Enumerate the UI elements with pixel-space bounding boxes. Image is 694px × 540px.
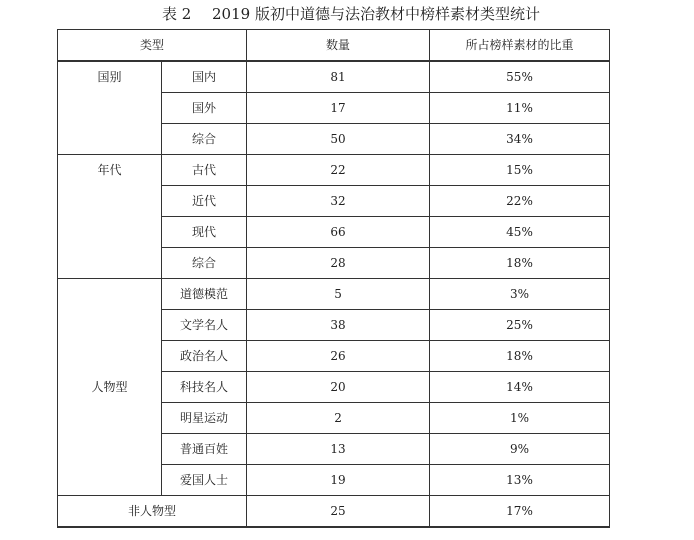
ratio-cell: 9% [430,434,610,465]
group-label: 人物型 [58,279,162,496]
subcategory-cell: 现代 [162,217,247,248]
count-cell: 13 [247,434,430,465]
ratio-cell: 1% [430,403,610,434]
ratio-cell: 11% [430,93,610,124]
ratio-cell: 17% [430,496,610,528]
count-cell: 50 [247,124,430,155]
header-row [58,30,610,62]
subcategory-cell: 爱国人士 [162,465,247,496]
subcategory-cell: 国外 [162,93,247,124]
group-label: 年代 [58,155,162,279]
group-label: 非人物型 [58,496,247,528]
table-row [58,279,610,310]
ratio-cell: 15% [430,155,610,186]
table-label: 表 2 [162,5,192,23]
subcategory-cell: 政治名人 [162,341,247,372]
subcategory-cell: 科技名人 [162,372,247,403]
count-cell: 17 [247,93,430,124]
subcategory-cell: 普通百姓 [162,434,247,465]
ratio-cell: 34% [430,124,610,155]
group-label: 国别 [58,61,162,155]
subcategory-cell: 综合 [162,124,247,155]
ratio-cell: 3% [430,279,610,310]
ratio-cell: 18% [430,341,610,372]
count-cell: 19 [247,465,430,496]
ratio-cell: 25% [430,310,610,341]
subcategory-cell: 道德模范 [162,279,247,310]
table-row [58,496,610,528]
subcategory-cell: 明星运动 [162,403,247,434]
table-row [58,61,610,93]
count-cell: 66 [247,217,430,248]
count-cell: 32 [247,186,430,217]
header-ratio: 所占榜样素材的比重 [430,30,610,62]
subcategory-cell: 综合 [162,248,247,279]
count-cell: 22 [247,155,430,186]
header-type: 类型 [58,30,247,62]
subcategory-cell: 古代 [162,155,247,186]
ratio-cell: 22% [430,186,610,217]
count-cell: 81 [247,61,430,93]
subcategory-cell: 近代 [162,186,247,217]
subcategory-cell: 文学名人 [162,310,247,341]
ratio-cell: 18% [430,248,610,279]
count-cell: 38 [247,310,430,341]
table-row [58,155,610,186]
count-cell: 25 [247,496,430,528]
ratio-cell: 13% [430,465,610,496]
count-cell: 5 [247,279,430,310]
header-count: 数量 [247,30,430,62]
count-cell: 2 [247,403,430,434]
ratio-cell: 45% [430,217,610,248]
count-cell: 28 [247,248,430,279]
count-cell: 20 [247,372,430,403]
subcategory-cell: 国内 [162,61,247,93]
table-caption [0,0,694,28]
ratio-cell: 55% [430,61,610,93]
statistics-table [57,29,610,528]
count-cell: 26 [247,341,430,372]
ratio-cell: 14% [430,372,610,403]
table-title: 2019 版初中道德与法治教材中榜样素材类型统计 [212,5,540,23]
